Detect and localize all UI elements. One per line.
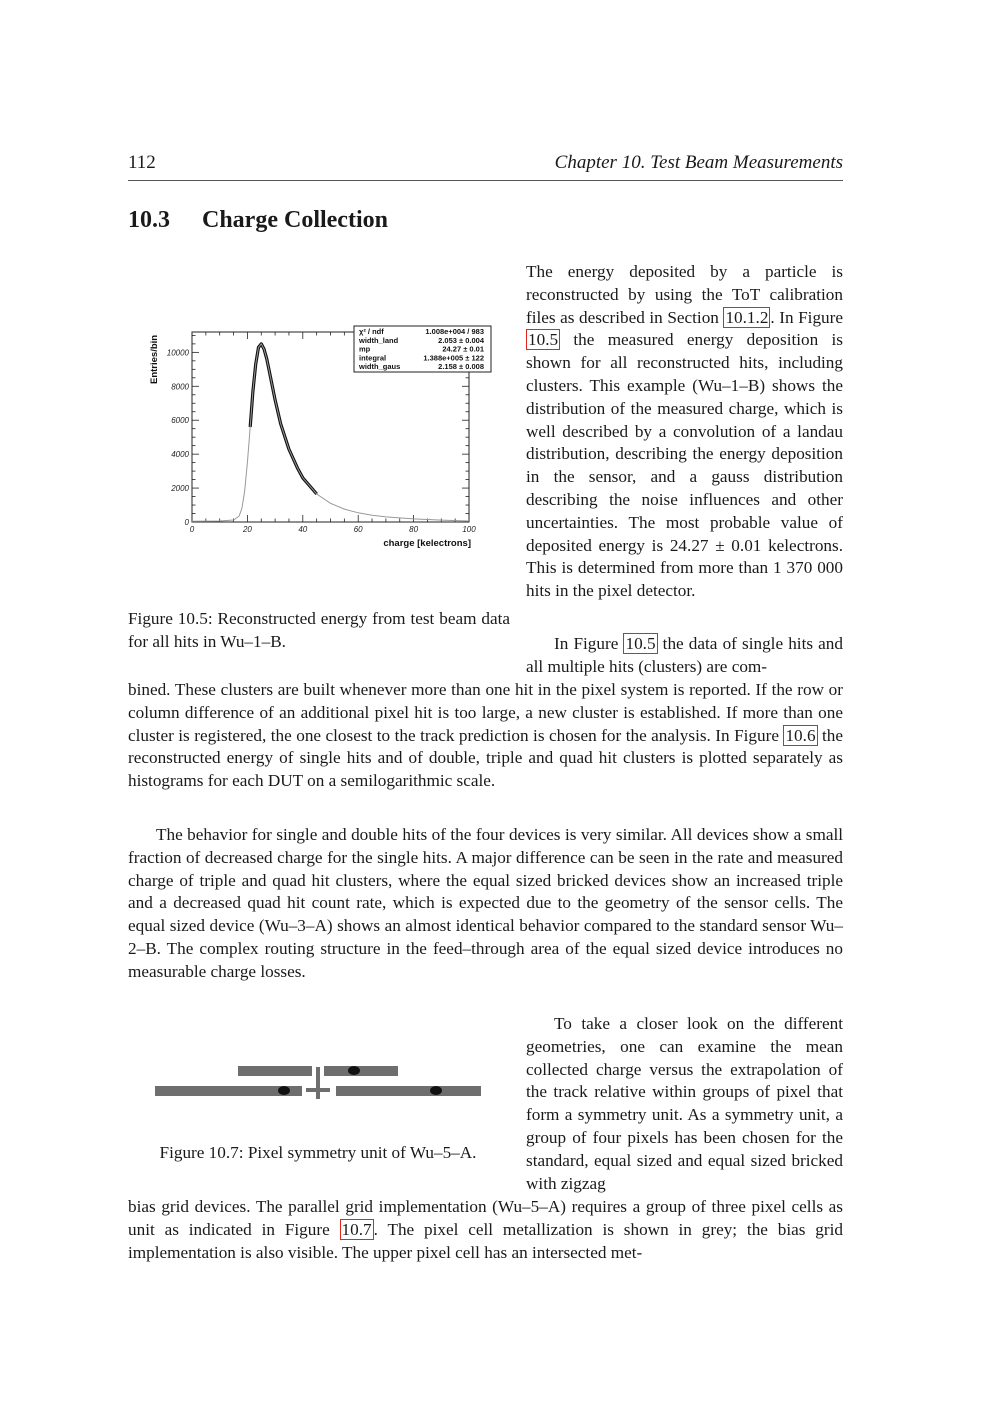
x-tick-label: 80 xyxy=(409,525,419,534)
paragraph-3-text: The behavior for single and double hits of the four devices is very similar. All devices show a small fraction of decreased charge for the single hits. A major difference can be seen in the rate and measured charge of triple and quad hit clusters, where the equal sized bricked devices show an increased triple and a decreased quad hit count rate, which is expected due to the geometry of the sensor cells. The equal sized device (Wu–3–A) shows an almost identical behavior compared to the standard sensor Wu–2–B. The complex routing structure in the feed–through area of the equal sized device introduces no measurable charge losses. xyxy=(128,825,843,981)
y-axis-title: Entries/bin xyxy=(149,334,160,384)
stats-value: 2.158 ± 0.008 xyxy=(438,362,484,372)
y-tick-label: 2000 xyxy=(171,484,189,494)
bias-grid-line-vertical xyxy=(316,1067,320,1099)
figure-ref-link[interactable]: 10.6 xyxy=(785,725,816,745)
figure-ref-link[interactable]: 10.5 xyxy=(625,634,656,653)
figure-10-5-chart xyxy=(140,318,510,553)
section-heading xyxy=(128,207,388,234)
page-number: 112 xyxy=(128,152,156,173)
figure-10-7-diagram xyxy=(128,1055,508,1115)
paragraph-1-text-1: The energy deposited by a particle is reconstructed by using the ToT calibration files as described in Section xyxy=(526,262,843,327)
figure-ref-link[interactable]: 10.5 xyxy=(528,330,559,350)
paragraph-2-lead xyxy=(526,633,843,679)
bias-grid-line-horizontal xyxy=(306,1088,330,1092)
paragraph-2-rest-2: the reconstructed energy of single hits and of double, triple and quad hit clusters is plotted separately as histograms for each DUT on a semilogarithmic scale. xyxy=(128,725,844,791)
section-title: Charge Collection xyxy=(202,207,388,233)
x-tick-label: 60 xyxy=(353,525,363,534)
running-title: Chapter 10. Test Beam Measurements xyxy=(554,152,843,173)
x-tick-label: 20 xyxy=(242,525,252,534)
y-tick-label: 0 xyxy=(184,518,189,527)
bump-bond-dot xyxy=(278,1086,290,1095)
figure-10-7-caption: Figure 10.7: Pixel symmetry unit of Wu–5–A. xyxy=(159,1143,477,1162)
y-tick-label: 6000 xyxy=(171,416,189,426)
stats-label: width_gaus xyxy=(359,362,401,372)
figure-10-5-caption: Figure 10.5: Reconstructed energy from test beam data for all hits in Wu–1–B. xyxy=(128,609,510,651)
stats-label: width_land xyxy=(359,335,399,345)
paragraph-4-lead-text: To take a closer look on the different geometries, one can examine the mean collected charge versus the extrapolation of the track relative within groups of pixel that form a symmetry unit. As a symmetry unit, a group of four pixels has been chosen for the standard, equal sized and equal sized bricked with zigzag xyxy=(526,1014,843,1193)
x-tick-label: 40 xyxy=(298,525,308,534)
y-tick-label: 8000 xyxy=(171,382,189,392)
paragraph-1-text-3: the measured energy deposition is shown for all reconstructed hits, including clusters. This example (Wu–1–B) shows the distribution of the measured charge, which is well described by a convolution of a landau distribution, describing the energy deposition in the sensor, and a gauss distribution describing the noise influences and other uncertainties. The most probable value of deposited energy is 24.27 ± 0.01 kelectrons. This is determined from more than 1 370 000 hits in the pixel detector. xyxy=(526,330,843,601)
x-tick-label: 0 xyxy=(189,525,195,534)
stats-value: 1.008e+004 / 983 xyxy=(425,327,484,336)
stats-box xyxy=(354,326,491,372)
pixel-cell-upper-left xyxy=(238,1066,312,1076)
header-rule xyxy=(128,180,843,181)
bump-bond-dot xyxy=(348,1066,360,1075)
stats-value: 1.388e+005 ± 122 xyxy=(423,353,484,363)
x-axis-title: charge [kelectrons] xyxy=(383,538,471,549)
paragraph-1 xyxy=(526,261,843,603)
paragraph-2-lead-2: the data of single hits and all multiple hits (clusters) are com- xyxy=(526,634,843,676)
paragraph-2-rest-1: bined. These clusters are built whenever more than one hit in the pixel system is reported. If the row or column difference of an additional pixel hit is too large, a new cluster is established. If more than one cluster is registered, the one closest to the track prediction is chosen for the analysis. In Figure xyxy=(128,680,843,745)
bump-bond-dot xyxy=(430,1086,442,1095)
paragraph-3 xyxy=(128,824,843,984)
paragraph-4-lead xyxy=(526,1013,843,1195)
pixel-cell-lower-right xyxy=(336,1086,481,1096)
stats-value: 24.27 ± 0.01 xyxy=(442,344,484,354)
y-tick-label: 4000 xyxy=(171,450,189,460)
pixel-cell-upper-right xyxy=(324,1066,398,1076)
stats-label: integral xyxy=(359,353,387,363)
section-number: 10.3 xyxy=(128,207,170,233)
stats-label: mp xyxy=(359,344,371,354)
tick-labels xyxy=(167,348,476,534)
paragraph-1-text-2: . In Figure xyxy=(770,307,843,327)
paragraph-2-lead-1: In Figure xyxy=(554,634,624,653)
y-tick-label: 10000 xyxy=(166,348,189,358)
stats-value: 2.053 ± 0.004 xyxy=(438,335,484,345)
paragraph-4-rest-1: bias grid devices. The parallel grid implementation (Wu–5–A) requires a group of three pixel cells as unit as indicated in Figure xyxy=(128,1197,843,1239)
stats-label: χ² / ndf xyxy=(359,327,384,336)
paragraph-4-rest-2: . The pixel cell metallization is shown in grey; the bias grid implementation is also visible. The upper pixel cell has an intersected met- xyxy=(128,1219,843,1262)
figure-ref-link[interactable]: 10.7 xyxy=(341,1219,372,1239)
paragraph-4-body xyxy=(128,1196,843,1264)
section-ref-link[interactable]: 10.1.2 xyxy=(725,307,769,327)
paragraph-2-body xyxy=(128,679,843,793)
x-tick-label: 100 xyxy=(462,525,476,534)
series-line-spread xyxy=(250,344,317,494)
